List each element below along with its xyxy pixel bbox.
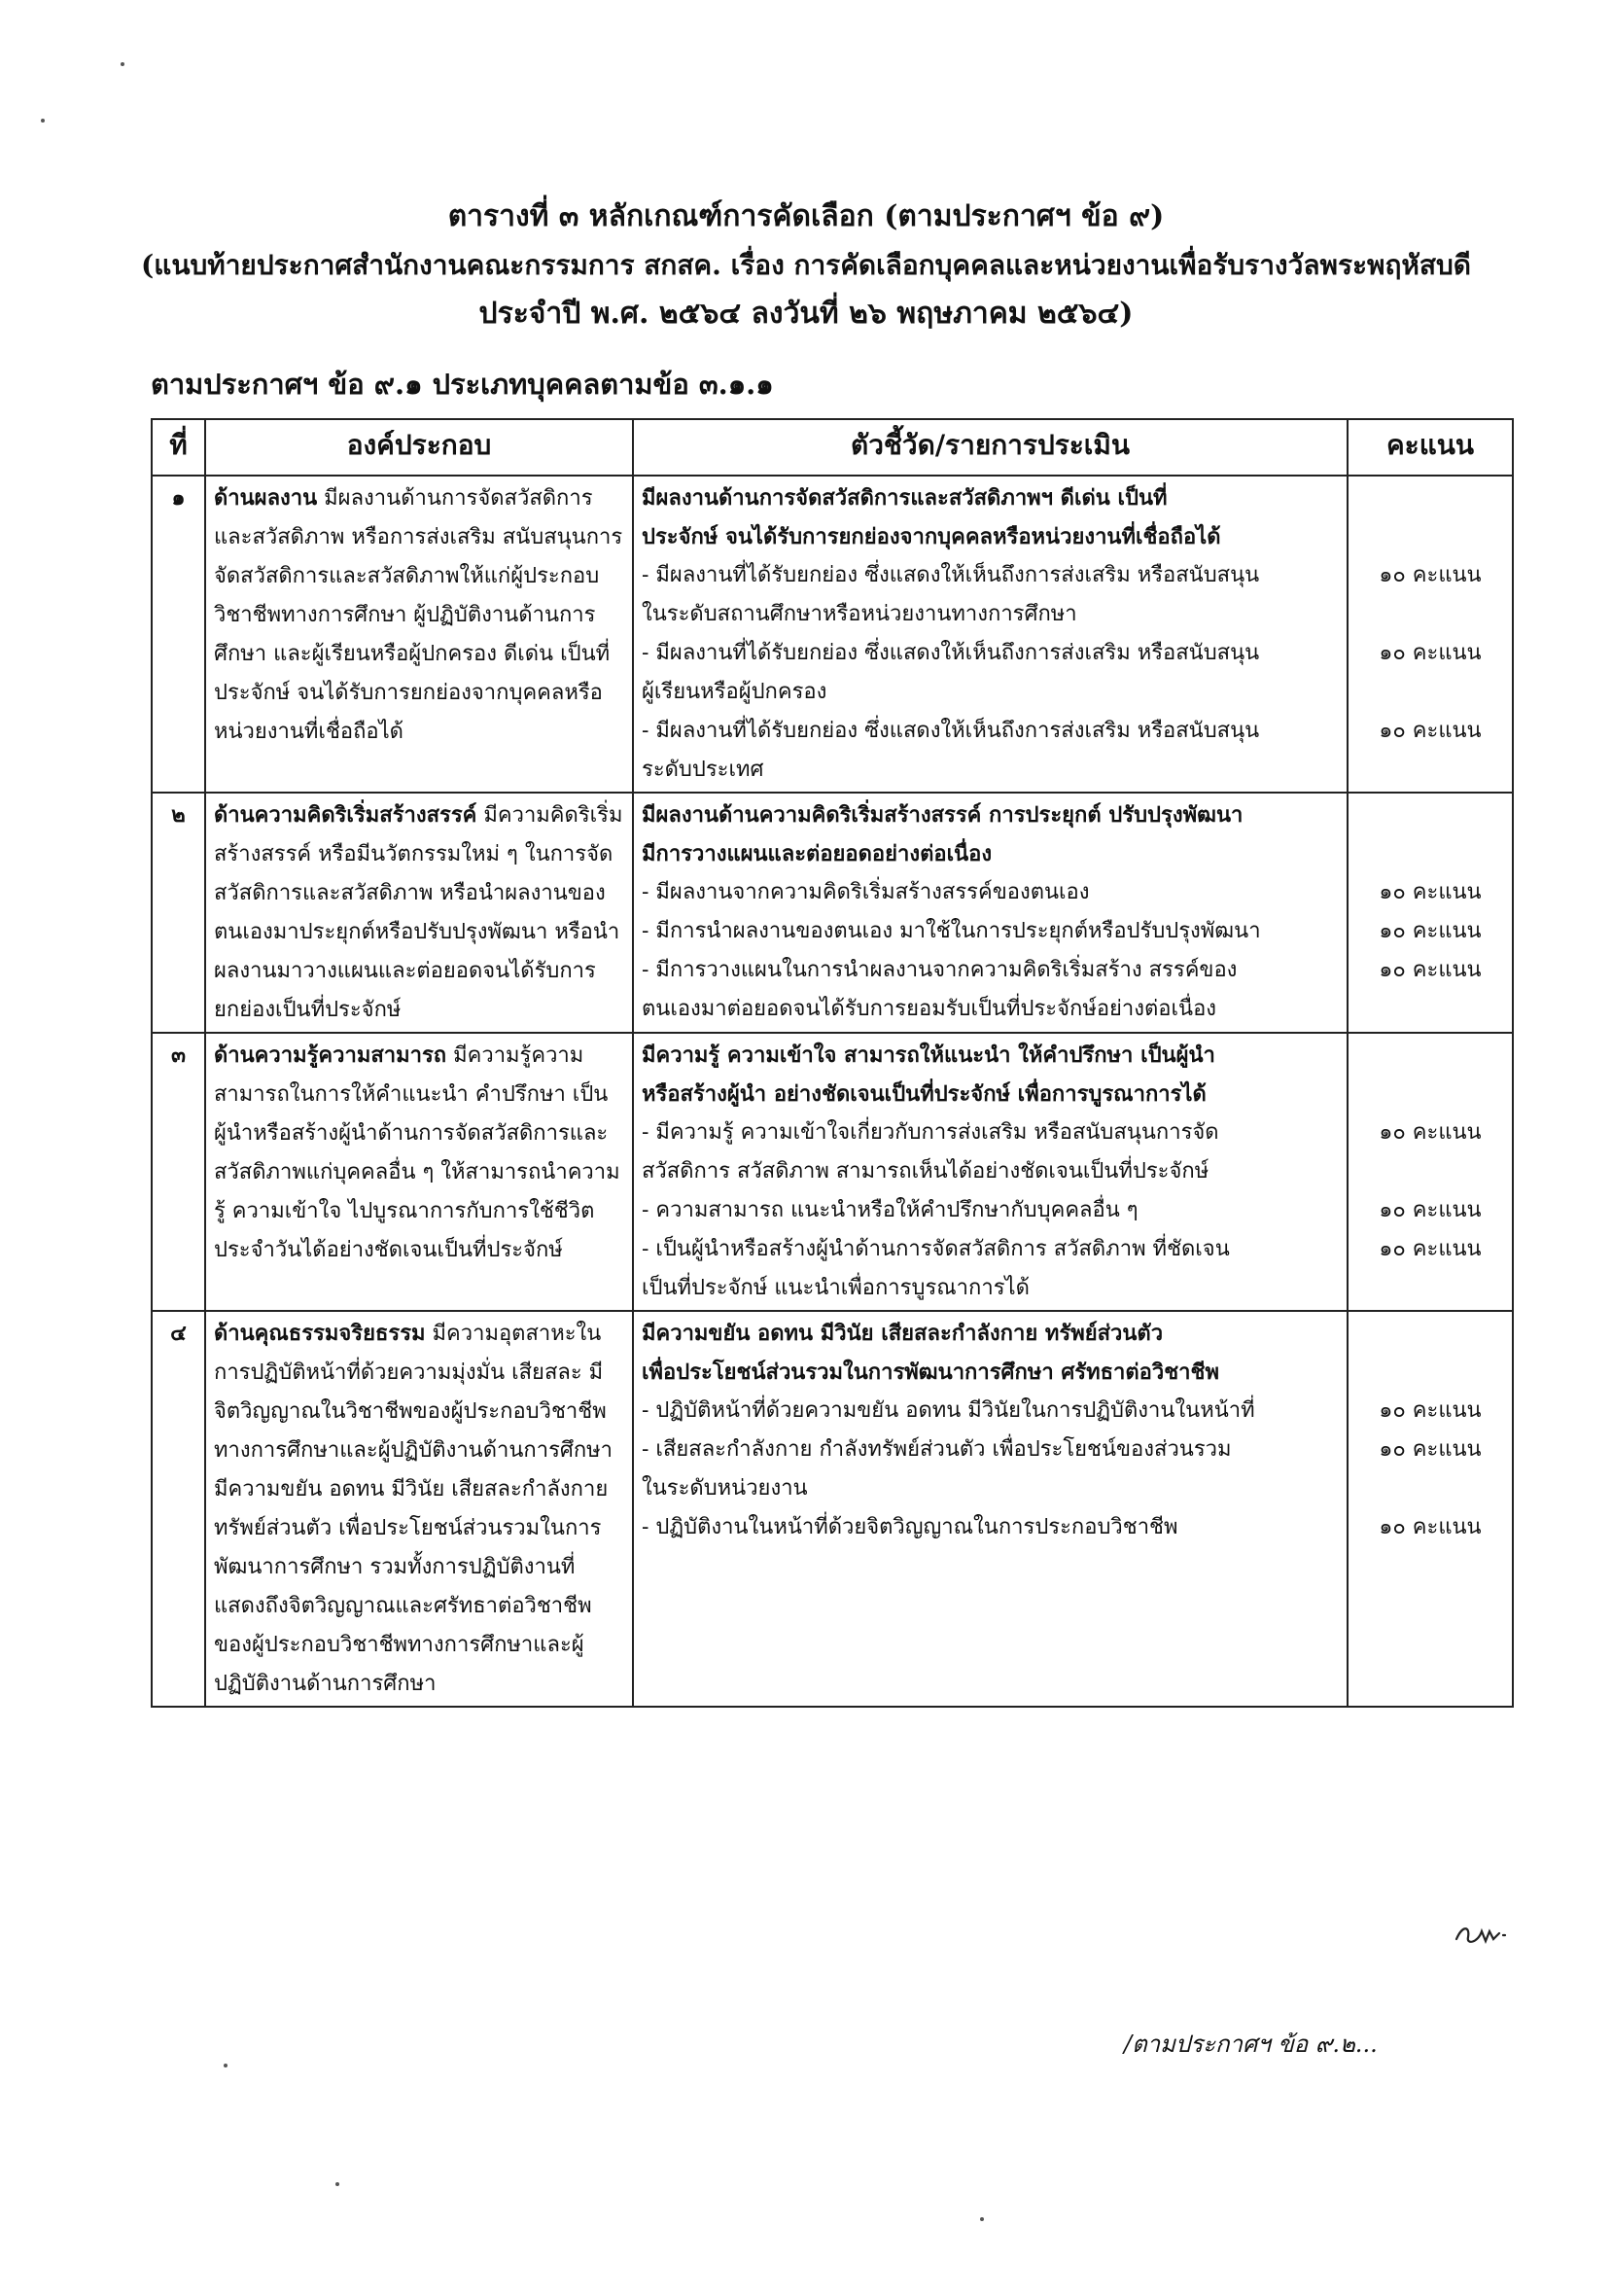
score-value: ๑๐ คะแนน <box>1379 1437 1482 1462</box>
component-cell <box>205 793 633 1033</box>
indicator-item-line: - มีการวางแผนในการนำผลงานจากความคิดริเริ่มสร้าง สรรค์ของ <box>642 958 1238 982</box>
indicator-item-line: สวัสดิการ สวัสดิภาพ สามารถเห็นได้อย่างชัดเจนเป็นที่ประจักษ์ <box>642 1159 1209 1183</box>
score-value <box>1356 673 1504 712</box>
score-value <box>1356 751 1504 790</box>
indicator-item-line: - ปฏิบัติหน้าที่ด้วยความขยัน อดทน มีวินัยในการปฏิบัติงานในหน้าที่ <box>642 1398 1255 1423</box>
indicator-item-line: - มีผลงานที่ได้รับยกย่อง ซึ่งแสดงให้เห็นถึงการส่งเสริม หรือสนับสนุน <box>642 641 1260 665</box>
score-value <box>1356 1353 1504 1392</box>
indicator-heading-line: ประจักษ์ จนได้รับการยกย่องจากบุคคลหรือหน่วยงานที่เชื่อถือได้ <box>642 524 1221 549</box>
indicator-item-line: - ปฏิบัติงานในหน้าที่ด้วยจิตวิญญาณในการประกอบวิชาชีพ <box>642 1515 1178 1539</box>
component-heading: ด้านผลงาน <box>214 485 318 511</box>
indicator-item-line: - มีความรู้ ความเข้าใจเกี่ยวกับการส่งเสริม หรือสนับสนุนการจัด <box>642 1120 1219 1145</box>
title-line-3: ประจำปี พ.ศ. ๒๕๖๔ ลงวันที่ ๒๖ พฤษภาคม ๒๕๖๔) <box>478 297 1134 331</box>
continuation-reference: /ตามประกาศฯ ข้อ ๙.๒... <box>1124 2031 1378 2058</box>
indicator-item-line: - มีการนำผลงานของตนเอง มาใช้ในการประยุกต์หรือปรับปรุงพัฒนา <box>642 919 1261 943</box>
component-description: มีความอุตสาหะในการปฏิบัติหน้าที่ด้วยความมุ่งมั่น เสียสละ มีจิตวิญญาณในวิชาชีพของผู้ประกอบวิชาชีพทางการศึกษาและผู้ปฏิบัติงานด้านการศึกษา มีความขยัน อดทน มีวินัย เสียสละกำลังกาย ทรัพย์ส่วนตัว เพื่อประโยชน์ส่วนรวมในการพัฒนาการศึกษา รวมทั้งการปฏิบัติงานที่แสดงถึงจิตวิญญาณและศรัทธาต่อวิชาชีพของผู้ประกอบวิชาชีพทางการศึกษาและผู้ปฏิบัติงานด้านการศึกษา <box>214 1322 613 1696</box>
score-value: ๑๐ คะแนน <box>1379 1198 1482 1222</box>
header-score: คะแนน <box>1348 419 1513 476</box>
component-description: มีความรู้ความสามารถในการให้คำแนะนำ คำปรึกษา เป็นผู้นำหรือสร้างผู้นำด้านการจัดสวัสดิการและสวัสดิภาพแก่บุคคลอื่น ๆ ให้สามารถนำความรู้ ความเข้าใจ ไปบูรณาการกับการใช้ชีวิตประจำวันได้อย่างชัดเจนเป็นที่ประจักษ์ <box>214 1043 620 1262</box>
score-cell <box>1348 1311 1513 1707</box>
scan-speck <box>41 119 45 123</box>
table-header-row <box>152 419 1513 476</box>
score-value <box>1356 990 1504 1029</box>
score-value <box>1356 517 1504 556</box>
scan-speck <box>980 2217 984 2221</box>
indicator-cell <box>633 793 1348 1033</box>
criteria-body <box>152 476 1513 1707</box>
score-value <box>1356 1314 1504 1353</box>
indicator-heading-line: มีความขยัน อดทน มีวินัย เสียสละกำลังกาย ทรัพย์ส่วนตัว <box>642 1321 1164 1346</box>
indicator-item-line: - เป็นผู้นำหรือสร้างผู้นำด้านการจัดสวัสดิการ สวัสดิภาพ ที่ชัดเจน <box>642 1237 1230 1261</box>
score-cell <box>1348 793 1513 1033</box>
row-number: ๓ <box>152 1033 205 1311</box>
title-line-1: ตารางที่ ๓ หลักเกณฑ์การคัดเลือก (ตามประกาศฯ ข้อ ๙) <box>447 199 1165 233</box>
indicator-item-line: - เสียสละกำลังกาย กำลังทรัพย์ส่วนตัว เพื่อประโยชน์ของส่วนรวม <box>642 1437 1232 1462</box>
score-value: ๑๐ คะแนน <box>1379 563 1482 587</box>
indicator-heading-line: มีผลงานด้านการจัดสวัสดิการและสวัสดิภาพฯ ดีเด่น เป็นที่ <box>642 485 1168 511</box>
section-heading: ตามประกาศฯ ข้อ ๙.๑ ประเภทบุคคลตามข้อ ๓.๑.๑ <box>151 368 774 401</box>
table-row <box>152 1311 1513 1707</box>
component-description: มีผลงานด้านการจัดสวัสดิการและสวัสดิภาพ หรือการส่งเสริม สนับสนุนการจัดสวัสดิการและสวัสดิภาพให้แก่ผู้ประกอบวิชาชีพทางการศึกษา ผู้ปฏิบัติงานด้านการศึกษา และผู้เรียนหรือผู้ปกครอง ดีเด่น เป็นที่ประจักษ์ จนได้รับการยกย่องจากบุคคลหรือหน่วยงานที่เชื่อถือได้ <box>214 486 623 744</box>
component-heading: ด้านคุณธรรมจริยธรรม <box>214 1321 426 1346</box>
indicator-cell <box>633 476 1348 793</box>
row-number: ๔ <box>152 1311 205 1707</box>
component-description: มีความคิดริเริ่มสร้างสรรค์ หรือมีนวัตกรรมใหม่ ๆ ในการจัดสวัสดิการและสวัสดิภาพ หรือนำผลงานของตนเองมาประยุกต์หรือปรับปรุงพัฒนา หรือนำผลงานมาวางแผนและต่อยอดจนได้รับการยกย่องเป็นที่ประจักษ์ <box>214 803 623 1022</box>
header-component: องค์ประกอบ <box>205 419 633 476</box>
table-row <box>152 476 1513 793</box>
indicator-item-line: ในระดับหน่วยงาน <box>642 1476 808 1501</box>
indicator-heading-line: มีความรู้ ความเข้าใจ สามารถให้แนะนำ ให้คำปรึกษา เป็นผู้นำ <box>642 1042 1215 1068</box>
score-value <box>1356 1469 1504 1508</box>
indicator-item-line: ระดับประเทศ <box>642 758 764 782</box>
indicator-item-line: ตนเองมาต่อยอดจนได้รับการยอมรับเป็นที่ประจักษ์อย่างต่อเนื่อง <box>642 997 1217 1021</box>
criteria-table <box>151 418 1514 1708</box>
header-indicator: ตัวชี้วัด/รายการประเมิน <box>633 419 1348 476</box>
score-value: ๑๐ คะแนน <box>1379 919 1482 943</box>
indicator-cell <box>633 1311 1348 1707</box>
header-no: ที่ <box>152 419 205 476</box>
indicator-item-line: - มีผลงานจากความคิดริเริ่มสร้างสรรค์ของตนเอง <box>642 880 1090 904</box>
score-value: ๑๐ คะแนน <box>1379 641 1482 665</box>
indicator-item-line: ในระดับสถานศึกษาหรือหน่วยงานทางการศึกษา <box>642 602 1077 626</box>
score-value: ๑๐ คะแนน <box>1379 880 1482 904</box>
component-heading: ด้านความคิดริเริ่มสร้างสรรค์ <box>214 802 477 828</box>
indicator-heading-line: เพื่อประโยชน์ส่วนรวมในการพัฒนาการศึกษา ศรัทธาต่อวิชาชีพ <box>642 1360 1219 1385</box>
indicator-heading-line: มีการวางแผนและต่อยอดอย่างต่อเนื่อง <box>642 841 993 866</box>
indicator-item-line: ผู้เรียนหรือผู้ปกครอง <box>642 680 827 704</box>
score-value <box>1356 478 1504 517</box>
score-value: ๑๐ คะแนน <box>1379 1398 1482 1423</box>
score-value <box>1356 1036 1504 1075</box>
score-value <box>1356 1269 1504 1308</box>
row-number: ๒ <box>152 793 205 1033</box>
score-value: ๑๐ คะแนน <box>1379 1120 1482 1145</box>
score-cell <box>1348 1033 1513 1311</box>
score-value: ๑๐ คะแนน <box>1379 719 1482 743</box>
signature-mark <box>1449 1906 1517 1955</box>
component-cell <box>205 1033 633 1311</box>
score-value: ๑๐ คะแนน <box>1379 1515 1482 1539</box>
score-value <box>1356 1152 1504 1191</box>
indicator-item-line: - ความสามารถ แนะนำหรือให้คำปรึกษากับบุคคลอื่น ๆ <box>642 1198 1139 1222</box>
indicator-item-line: เป็นที่ประจักษ์ แนะนำเพื่อการบูรณาการได้ <box>642 1276 1030 1300</box>
component-cell <box>205 1311 633 1707</box>
indicator-item-line: - มีผลงานที่ได้รับยกย่อง ซึ่งแสดงให้เห็นถึงการส่งเสริม หรือสนับสนุน <box>642 563 1260 587</box>
scan-speck <box>224 2064 228 2067</box>
indicator-cell <box>633 1033 1348 1311</box>
component-cell <box>205 476 633 793</box>
table-row <box>152 793 1513 1033</box>
indicator-heading-line: มีผลงานด้านความคิดริเริ่มสร้างสรรค์ การประยุกต์ ปรับปรุงพัฒนา <box>642 802 1244 828</box>
score-value <box>1356 834 1504 873</box>
score-value: ๑๐ คะแนน <box>1379 1237 1482 1261</box>
score-value <box>1356 595 1504 634</box>
scan-speck <box>335 2182 339 2186</box>
score-value <box>1356 795 1504 834</box>
scan-speck <box>121 62 124 66</box>
row-number: ๑ <box>152 476 205 793</box>
score-value: ๑๐ คะแนน <box>1379 958 1482 982</box>
score-cell <box>1348 476 1513 793</box>
indicator-heading-line: หรือสร้างผู้นำ อย่างชัดเจนเป็นที่ประจักษ์ เพื่อการบูรณาการได้ <box>642 1081 1207 1107</box>
document-title <box>0 193 1612 338</box>
title-line-2: (แนบท้ายประกาศสำนักงานคณะกรรมการ สกสค. เรื่อง การคัดเลือกบุคคลและหน่วยงานเพื่อรับรางวัลพระพฤหัสบดี <box>141 249 1471 281</box>
score-value <box>1356 1075 1504 1113</box>
component-heading: ด้านความรู้ความสามารถ <box>214 1042 447 1068</box>
indicator-item-line: - มีผลงานที่ได้รับยกย่อง ซึ่งแสดงให้เห็นถึงการส่งเสริม หรือสนับสนุน <box>642 719 1260 743</box>
table-row <box>152 1033 1513 1311</box>
